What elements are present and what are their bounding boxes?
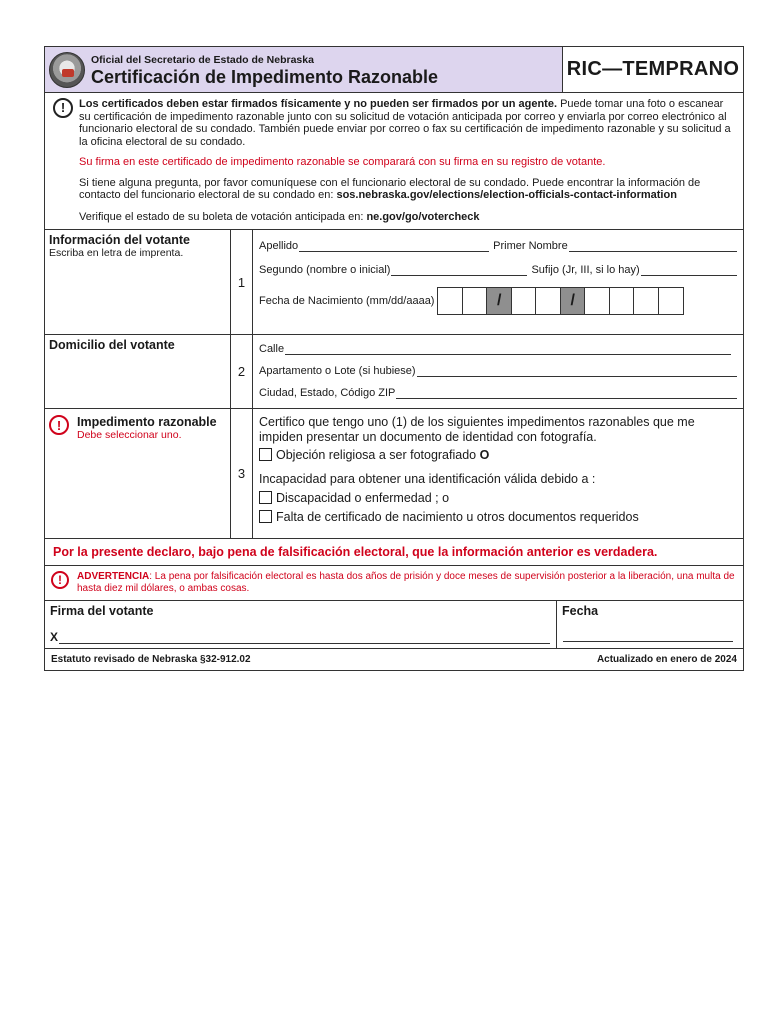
select-one-hint: Debe seleccionar uno. [77,429,182,441]
warning-text: : La pena por falsificación electoral es hasta dos años de prisión y doce meses de supervisión posterior a la liberación, una multa de hasta diez mil dólares, o ambas cosas. [77,571,735,594]
address-section [45,335,743,409]
notice-block [45,93,743,230]
date-label: Fecha [562,604,599,618]
footer [45,649,743,670]
signature-field[interactable] [59,633,550,644]
birth-certificate-label: Falta de certificado de nacimiento u otros documentos requeridos [276,510,639,524]
statute-reference: Estatuto revisado de Nebraska §32-912.02 [51,654,251,665]
dob-digit[interactable] [585,288,610,314]
form-code: RIC—TEMPRANO [566,58,740,80]
certify-text: Certifico que tengo uno (1) de los siguientes impedimentos razonables que me impiden presentar un documento de identidad con fotografía. [259,415,695,444]
notice-bold-intro: Los certificados deben estar firmados físicamente y no pueden ser firmados por un agente. [79,98,558,110]
disability-checkbox[interactable] [259,491,272,504]
warning-block [45,566,743,601]
option-disability[interactable] [259,491,737,506]
last-name-field[interactable] [299,241,489,252]
dob-digit[interactable] [610,288,635,314]
form-header [45,47,743,93]
verify-text [79,211,735,224]
dob-separator: / [561,288,586,314]
questions-text [79,177,735,202]
warning-label: ADVERTENCIA [77,571,150,582]
alert-icon: ! [51,571,69,589]
dob-digit[interactable] [659,288,684,314]
option-religious[interactable] [259,448,737,463]
dob-label: Fecha de Nacimiento (mm/dd/aaaa) [259,295,435,307]
apt-field[interactable] [417,366,737,377]
verify-body: Verifique el estado de su boleta de votación anticipada en: [79,210,367,223]
middle-name-field[interactable] [391,265,527,276]
last-name-label: Apellido [259,240,299,252]
section-number-1: 1 [231,230,253,334]
dob-digit[interactable] [634,288,659,314]
header-subtitle: Oficial del Secretario de Estado de Nebraska [91,53,314,66]
religious-label: Objeción religiosa a ser fotografiado [276,448,477,462]
disability-label: Discapacidad o enfermedad ; o [276,491,450,505]
signature-section [45,601,743,649]
suffix-label: Sufijo (Jr, III, si lo hay) [531,264,640,276]
alert-icon: ! [53,98,73,118]
date-field[interactable] [563,631,733,642]
impediment-section [45,409,743,539]
impediment-label: Impedimento razonable [77,415,217,429]
contact-info-link[interactable]: sos.nebraska.gov/elections/election-officials-contact-information [336,189,677,201]
religious-checkbox[interactable] [259,448,272,461]
street-field[interactable] [285,344,731,355]
form-title: Certificación de Impedimento Razonable [91,66,439,87]
city-state-zip-field[interactable] [396,388,737,399]
apt-label: Apartamento o Lote (si hubiese) [259,365,416,377]
suffix-field[interactable] [641,265,737,276]
dob-digit[interactable] [536,288,561,314]
dob-digit[interactable] [512,288,537,314]
signature-compare-note: Su firma en este certificado de impedimento razonable se comparará con su firma en su registro de votante. [79,156,606,168]
or-label: O [479,448,490,462]
state-seal-icon [49,52,85,88]
street-label: Calle [259,343,285,355]
alert-icon: ! [49,415,69,435]
print-hint: Escriba en letra de imprenta. [49,247,184,259]
voter-info-label: Información del votante [49,233,190,247]
signature-x: X [50,630,59,644]
notice-intro [79,98,735,148]
address-label: Domicilio del votante [49,338,175,352]
city-label: Ciudad, Estado, Código ZIP [259,387,396,399]
dob-digit[interactable] [463,288,488,314]
first-name-label: Primer Nombre [493,240,568,252]
dob-digit[interactable] [438,288,463,314]
dob-separator: / [487,288,512,314]
birth-certificate-checkbox[interactable] [259,510,272,523]
signature-label: Firma del votante [50,604,154,618]
option-birth-certificate[interactable] [259,510,737,525]
first-name-field[interactable] [569,241,737,252]
middle-name-label: Segundo (nombre o inicial) [259,264,391,276]
header-title-area [45,47,563,92]
questions-body: Si tiene alguna pregunta, por favor comuníquese con el funcionario electoral de su condado. Puede encontrar la información de contacto del funcionario electoral de su condado en: [79,176,701,201]
updated-date: Actualizado en enero de 2024 [596,654,737,665]
form [44,46,744,671]
section-number-3: 3 [231,409,253,538]
dob-input[interactable] [437,287,684,315]
votercheck-link[interactable]: ne.gov/go/votercheck [366,210,480,223]
voter-info-section [45,230,743,335]
section-number-2: 2 [231,335,253,408]
inability-text: Incapacidad para obtener una identificación válida debido a : [259,472,596,486]
notice-intro-rest: Puede tomar una foto o escanear su certificación de impedimento razonable junto con su solicitud de votación anticipada por correo y enviarla por correo electrónico al funcionario electoral de su condado. También puede enviar por correo o fax su certificación de impedimento razonable y su solicitud a la oficina electoral de su condado. [79,98,731,148]
declaration: Por la presente declaro, bajo pena de falsificación electoral, que la información anterior es verdadera. [45,539,743,566]
